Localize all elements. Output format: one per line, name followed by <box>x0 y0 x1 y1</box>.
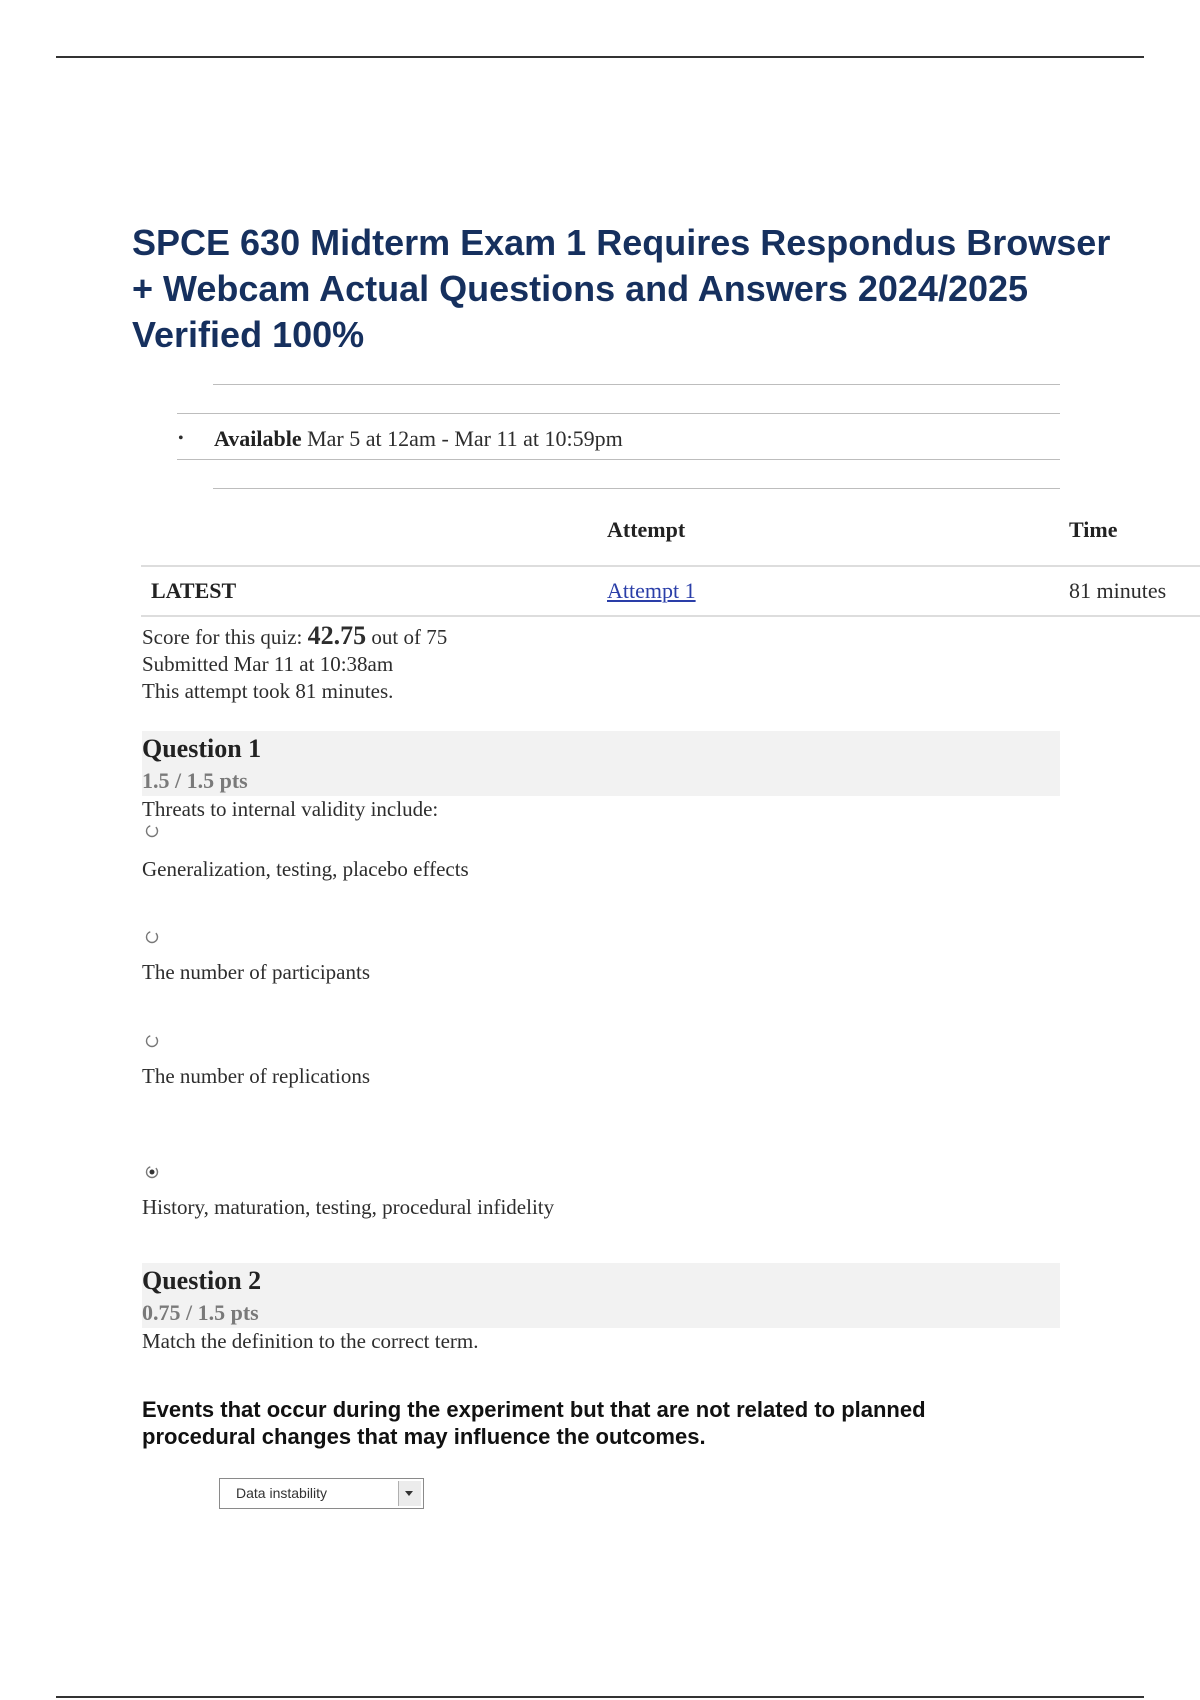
dropdown-button[interactable] <box>398 1481 421 1506</box>
question-1-option-4: History, maturation, testing, procedural infidelity <box>142 1195 555 1219</box>
column-header-time: Time <box>1069 517 1118 542</box>
column-header-attempt: Attempt <box>607 517 686 542</box>
table-divider <box>141 615 1200 617</box>
selected-term: Data instability <box>236 1485 328 1501</box>
table-divider <box>141 565 1200 567</box>
question-1-title: Question 1 <box>142 734 262 763</box>
latest-label: LATEST <box>151 578 237 603</box>
score-summary <box>142 622 447 705</box>
score-value: 42.75 <box>307 621 367 650</box>
bullet-icon: • <box>178 430 184 447</box>
divider <box>177 459 1060 460</box>
radio-unselected-icon[interactable] <box>145 824 159 838</box>
question-2-text: Match the definition to the correct term. <box>142 1329 479 1353</box>
duration-text: This attempt took 81 minutes. <box>142 679 394 703</box>
score-prefix: Score for this quiz: <box>142 625 308 649</box>
divider <box>213 384 1060 385</box>
question-1-option-1: Generalization, testing, placebo effects <box>142 857 469 881</box>
radio-unselected-icon[interactable] <box>145 930 159 944</box>
attempt-1-link[interactable]: Attempt 1 <box>607 578 696 603</box>
term-select-dropdown[interactable] <box>219 1478 424 1509</box>
submitted-text: Submitted Mar 11 at 10:38am <box>142 652 394 676</box>
question-1-option-2: The number of participants <box>142 960 371 984</box>
question-1-option-3: The number of replications <box>142 1064 371 1088</box>
top-rule <box>56 56 1144 58</box>
question-1-text: Threats to internal validity include: <box>142 797 439 821</box>
score-suffix: out of 75 <box>366 625 448 649</box>
radio-selected-icon[interactable] <box>145 1165 159 1179</box>
availability-text <box>214 424 623 454</box>
score-line <box>142 622 447 651</box>
question-1-header <box>142 731 1060 796</box>
chevron-down-icon <box>404 1490 414 1497</box>
matching-prompt: Events that occur during the experiment but that are not related to planned procedural changes that may influence the outcomes. <box>142 1397 926 1449</box>
bottom-rule <box>56 1696 1144 1698</box>
question-2-points: 0.75 / 1.5 pts <box>142 1300 259 1325</box>
availability-dates: Mar 5 at 12am - Mar 11 at 10:59pm <box>301 426 623 451</box>
divider <box>213 488 1060 489</box>
question-1-points: 1.5 / 1.5 pts <box>142 768 248 793</box>
divider <box>177 413 1060 414</box>
document-title: SPCE 630 Midterm Exam 1 Requires Respondus Browser + Webcam Actual Questions and Answers 2024/2025 Verified 100% <box>132 222 1111 355</box>
question-2-title: Question 2 <box>142 1266 262 1295</box>
radio-unselected-icon[interactable] <box>145 1034 159 1048</box>
attempt-link-cell <box>607 576 696 606</box>
attempt-time: 81 minutes <box>1069 578 1167 603</box>
availability-label: Available <box>214 426 302 451</box>
question-2-header <box>142 1263 1060 1328</box>
